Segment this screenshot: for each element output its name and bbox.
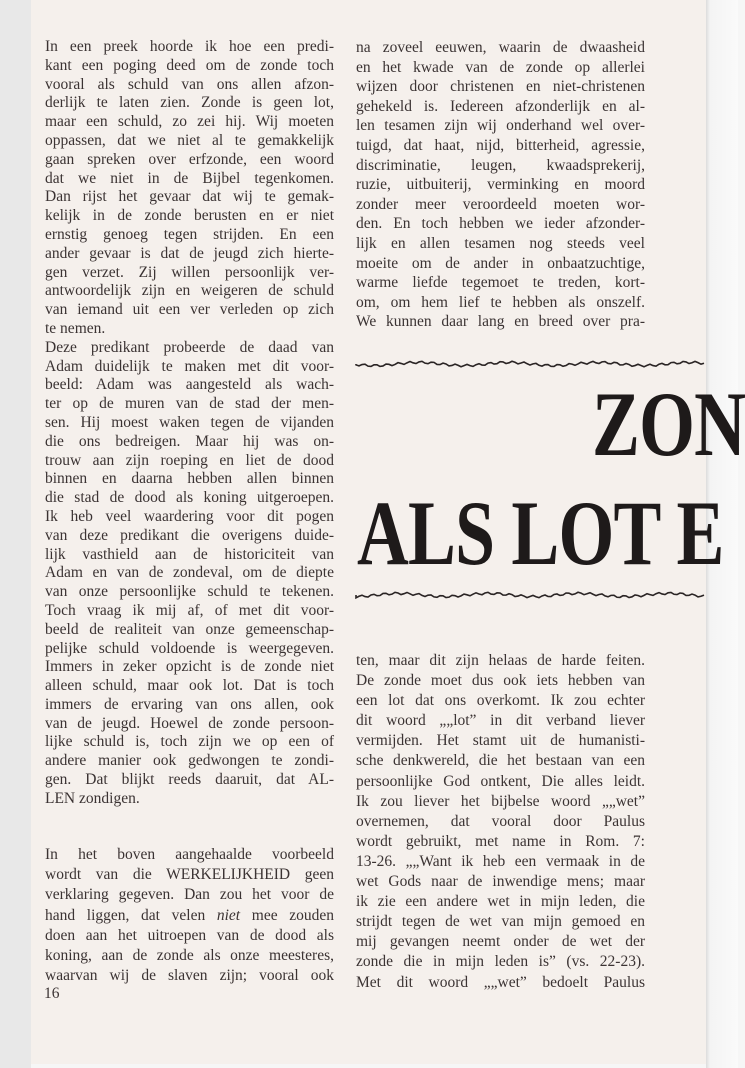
text-line: ander gevaar is dat de jeugd zich hierte- bbox=[45, 244, 334, 262]
text-line: waarvan wij de slaven zijn; vooral ook bbox=[45, 967, 334, 985]
text-line: discriminatie, leugen, kwaadsprekerij, bbox=[356, 156, 645, 174]
text-line: overnemen, dat vooral door Paulus bbox=[356, 812, 645, 830]
text-line: moeite om de ander in onbaatzuchtige, bbox=[356, 254, 645, 272]
text-line: zonde die in mijn leden is” (vs. 22-23). bbox=[356, 953, 645, 971]
text-line: doen aan het uitroepen van de dood als bbox=[45, 926, 334, 944]
text-line: In een preek hoorde ik hoe een predi- bbox=[45, 38, 334, 55]
text-line: LEN zondigen. bbox=[45, 789, 140, 807]
text-line: van deze predikant die overigens duide- bbox=[45, 526, 334, 544]
text-line: In het boven aangehaalde voorbeeld bbox=[45, 846, 334, 863]
text-line: immers de ervaring van ons allen, ook bbox=[45, 695, 334, 713]
left-column-bottom bbox=[45, 845, 334, 986]
text-line: len tesamen zijn wij onderhand wel over- bbox=[356, 117, 645, 135]
text-line: Immers in zeker opzicht is de zonde niet bbox=[45, 658, 334, 676]
text-line: pelijke schuld voldoende is weergegeven. bbox=[45, 639, 334, 657]
headline-line-1: ZON bbox=[592, 373, 745, 475]
text-line: lijk en allen tesamen nog steeds veel bbox=[356, 234, 645, 252]
text-line: vooral als schuld van ons allen afzon- bbox=[45, 75, 334, 93]
text-line: Ik zou liever het bijbelse woord „„wet” bbox=[356, 792, 645, 810]
text-line: na zoveel eeuwen, waarin de dwaasheid bbox=[356, 39, 645, 56]
text-segment: hand liggen, dat velen bbox=[45, 906, 217, 924]
document-page bbox=[31, 0, 745, 1064]
text-line: maar een schuld, zo zei hij. Wij moeten bbox=[45, 113, 334, 131]
text-line: van de jeugd. Hoewel de zonde persoon- bbox=[45, 714, 334, 732]
text-line: trouw aan zijn roeping en liet de dood bbox=[45, 451, 334, 469]
text-line: kant een poging deed om de zonde toch bbox=[45, 56, 334, 74]
text-line: lijk vasthield aan de historiciteit van bbox=[45, 545, 334, 563]
page-number: 16 bbox=[44, 985, 60, 1002]
text-line: vermijden. Het stamt uit de humanisti- bbox=[356, 732, 645, 750]
text-line: lijke schuld is, toch zijn we op een of bbox=[45, 733, 334, 751]
text-line: koning, aan de zonde als onze meesteres, bbox=[45, 946, 334, 964]
text-line: Dan rijst het gevaar dat wij te gemak- bbox=[45, 188, 334, 206]
left-column-top bbox=[45, 38, 334, 809]
text-line: tuigd, dat haat, nijd, bitterheid, agressie, bbox=[356, 136, 645, 154]
text-line: antwoordelijk zijn en weigeren de schuld bbox=[45, 282, 334, 300]
text-line: We kunnen daar lang en breed over pra- bbox=[356, 313, 645, 331]
text-line: een lot dat ons overkomt. Ik zou echter bbox=[356, 692, 645, 710]
text-line: dat we niet in de Bijbel tegenkomen. bbox=[45, 169, 334, 187]
text-line: gaan spreken over erfzonde, een woord bbox=[45, 150, 334, 168]
text-line: binnen en daarna hebben allen binnen bbox=[45, 470, 334, 488]
text-line: De zonde moet dus ook iets hebben van bbox=[356, 672, 645, 690]
text-line: sen. Hij moest waken tegen de vijanden bbox=[45, 413, 334, 431]
text-line: wet Gods naar de inwendige mens; maar bbox=[356, 873, 645, 891]
text-line: Adam duidelijk te maken met dit voor- bbox=[45, 357, 334, 375]
italic-word: niet bbox=[216, 906, 241, 924]
text-line: ik zie een andere wet in mijn leden, die bbox=[356, 893, 645, 911]
text-line: den. En toch hebben we ieder afzonder- bbox=[356, 215, 645, 233]
text-line: Met dit woord „„wet” bedoelt Paulus bbox=[356, 973, 645, 991]
text-line: beeld de realiteit van onze gemeenschap- bbox=[45, 620, 334, 638]
text-segment: mee zouden bbox=[240, 906, 335, 924]
text-line: wordt van die WERKELIJKHEID geen bbox=[45, 866, 334, 884]
right-column-top bbox=[356, 38, 645, 332]
text-line: gehekeld is. Iedereen afzonderlijk en al- bbox=[356, 97, 645, 115]
text-line: alleen schuld, maar ook lot. Dat is toch bbox=[45, 677, 334, 695]
text-line: van onze persoonlijke schuld te tekenen. bbox=[45, 583, 334, 601]
text-line: gen. Dat blijkt reeds daaruit, dat AL- bbox=[45, 771, 334, 789]
text-line: oppassen, dat we niet al te gemakkelijk bbox=[45, 131, 334, 149]
text-line: die ons bedreigen. Maar hij was on- bbox=[45, 432, 334, 450]
text-line: mij gevangen neemt onder de wet der bbox=[356, 933, 645, 951]
text-line: om, om hem lief te hebben als onszelf. bbox=[356, 293, 645, 311]
text-line: wordt gebruikt, met name in Rom. 7: bbox=[356, 832, 645, 850]
text-line: ten, maar dit zijn helaas de harde feiten. bbox=[356, 652, 645, 669]
text-line: 13-26. „„Want ik heb een vermaak in de bbox=[356, 852, 645, 870]
text-line: en het kwade van de zonde op allerlei bbox=[356, 58, 645, 76]
text-line: zonder meer veroordeeld moeten wor- bbox=[356, 195, 645, 213]
text-line: strijdt tegen de wet van mijn gemoed en bbox=[356, 913, 645, 931]
text-line: beeld: Adam was aangesteld als wach- bbox=[45, 376, 334, 394]
text-line: sche denkwereld, die het bestaan van een bbox=[356, 752, 645, 770]
text-line: wijzen door christenen en niet-christenen bbox=[356, 78, 645, 96]
text-line: andere manier ook gedwongen te zondi- bbox=[45, 752, 334, 770]
text-line: derlijk te laten zien. Zonde is geen lot, bbox=[45, 94, 334, 112]
text-line: Adam en van de zondeval, om de diepte bbox=[45, 564, 334, 582]
text-line: Toch vraag ik mij af, of met dit voor- bbox=[45, 601, 334, 619]
text-line: dit woord „„lot” in dit verband liever bbox=[356, 712, 645, 730]
right-column-bottom bbox=[356, 651, 645, 993]
text-line: ernstig genoeg tegen strijden. En een bbox=[45, 225, 334, 243]
scan-margin-left bbox=[0, 0, 31, 1068]
text-line bbox=[45, 906, 334, 926]
text-line: die stad de dood als koning uitgeroepen. bbox=[45, 489, 334, 507]
text-line: ter op de muren van de stad der men- bbox=[45, 395, 334, 413]
wavy-rule-top bbox=[356, 360, 706, 368]
text-line: van iemand uit een ver verleden op zich bbox=[45, 301, 334, 319]
text-line: kelijk in de zonde berusten en er niet bbox=[45, 207, 334, 225]
text-line: te nemen. bbox=[45, 319, 106, 337]
text-line: ruzie, uitbuiterij, verminking en moord bbox=[356, 176, 645, 194]
text-line: warme liefde tegemoet te treden, kort- bbox=[356, 274, 645, 292]
text-line: verklaring gegeven. Dan zou het voor de bbox=[45, 886, 334, 904]
text-line: gen verzet. Zij willen persoonlijk ver- bbox=[45, 263, 334, 281]
headline-line-2: ALS LOT E bbox=[357, 482, 724, 584]
text-line: Ik heb veel waardering voor dit pogen bbox=[45, 507, 334, 525]
wavy-rule-bottom bbox=[356, 591, 706, 599]
text-line: persoonlijke God ontkent, Die alles leidt. bbox=[356, 772, 645, 790]
text-line: Deze predikant probeerde de daad van bbox=[45, 338, 334, 356]
